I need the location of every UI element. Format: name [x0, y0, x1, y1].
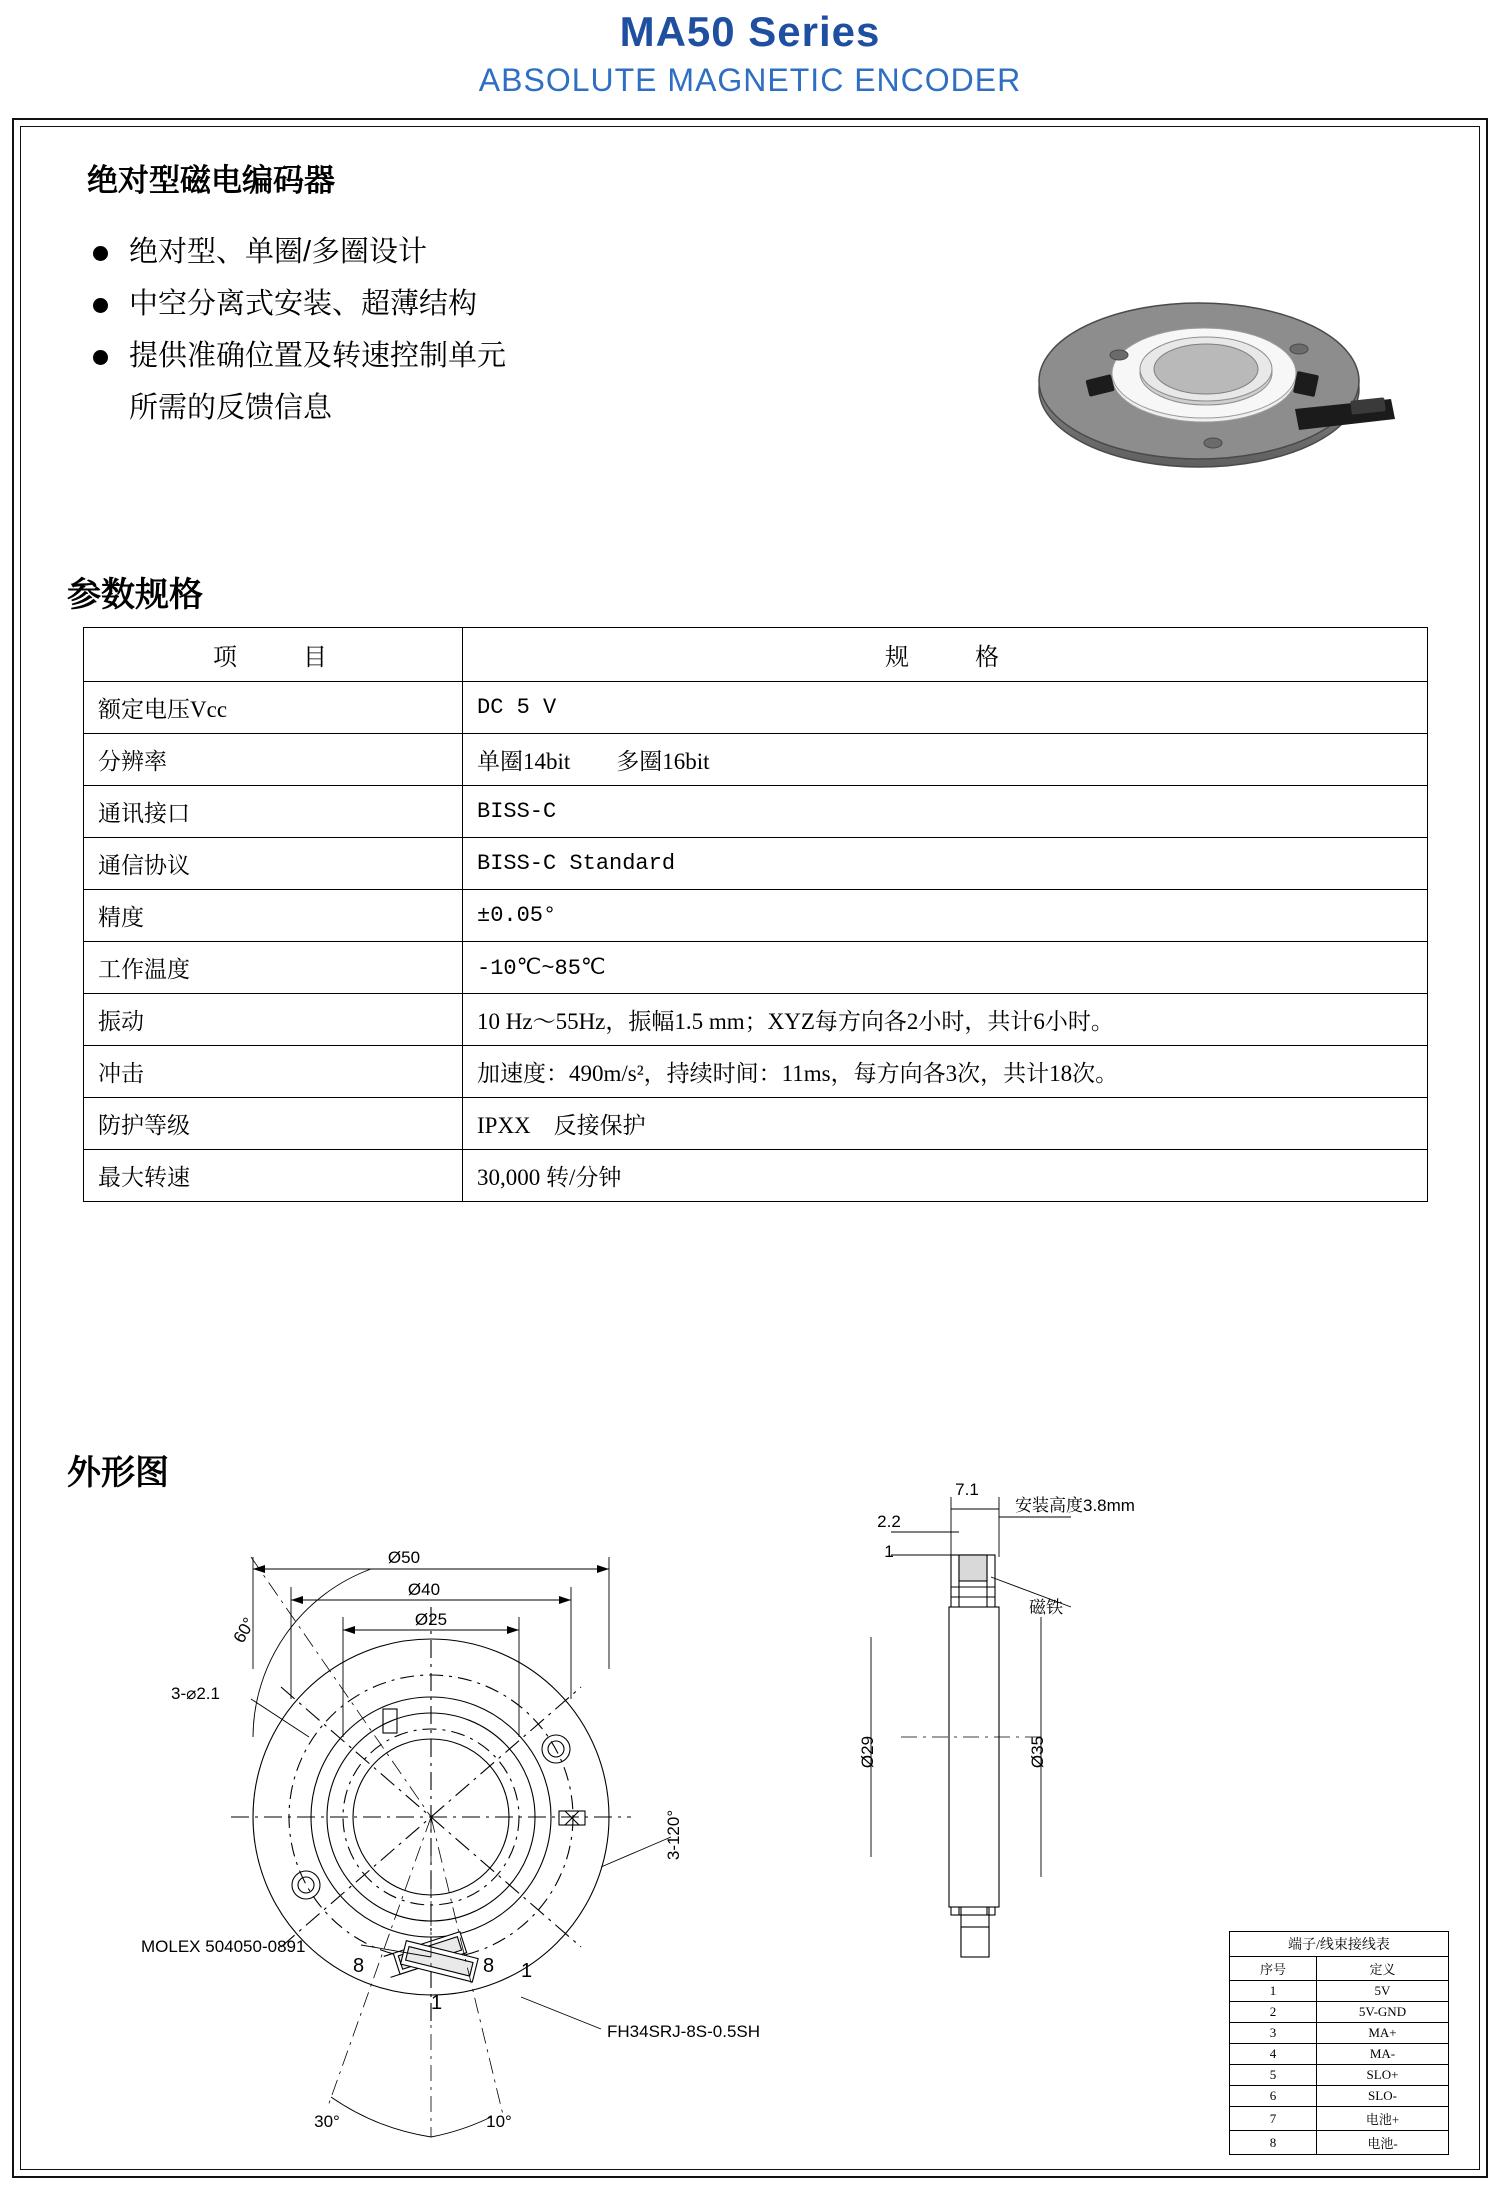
spec-value: 10 Hz～55Hz，振幅1.5 mm；XYZ每方向各2小时，共计6小时。	[463, 994, 1428, 1046]
dim-d40: Ø40	[407, 1580, 441, 1599]
table-header-row	[1230, 1957, 1449, 1981]
pin-no: 5	[1230, 2065, 1317, 2086]
pin-def: SLO+	[1317, 2065, 1449, 2086]
dim-holes: 3-⌀2.1	[171, 1684, 220, 1703]
pin-no: 6	[1230, 2086, 1317, 2107]
spec-item: 工作温度	[84, 942, 463, 994]
pin-def: MA-	[1317, 2044, 1449, 2065]
content-inner	[20, 126, 1480, 2170]
spec-value: BISS-C	[463, 786, 1428, 838]
pin-mark-1b: 1	[431, 1992, 443, 2014]
table-row	[84, 682, 1428, 734]
spec-item: 冲击	[84, 1046, 463, 1098]
spec-item: 额定电压Vcc	[84, 682, 463, 734]
table-row	[1230, 2086, 1449, 2107]
spec-item: 防护等级	[84, 1098, 463, 1150]
spec-value: -10℃~85℃	[463, 942, 1428, 994]
product-image	[999, 277, 1419, 497]
label-magnet: 磁铁	[1029, 1598, 1063, 1617]
label-molex: MOLEX 504050-0891	[141, 1937, 306, 1956]
pin-def: SLO-	[1317, 2086, 1449, 2107]
column-header-item: 项 目	[84, 628, 463, 682]
label-mount-height: 安装高度3.8mm	[1015, 1496, 1135, 1515]
spec-value: 单圈14bit 多圈16bit	[463, 734, 1428, 786]
pin-no: 3	[1230, 2023, 1317, 2044]
pin-mark-8b: 8	[483, 1955, 495, 1977]
table-row	[1230, 2044, 1449, 2065]
spec-table	[83, 627, 1428, 1202]
spec-item: 分辨率	[84, 734, 463, 786]
pin-no: 1	[1230, 1981, 1317, 2002]
list-item: 所需的反馈信息	[129, 392, 333, 424]
spec-value: 加速度：490m/s²，持续时间：11ms，每方向各3次，共计18次。	[463, 1046, 1428, 1098]
table-row	[1230, 2023, 1449, 2044]
feature-list	[87, 226, 847, 434]
dim-d29: Ø29	[858, 1735, 877, 1769]
spec-item: 精度	[84, 890, 463, 942]
table-row	[84, 1098, 1428, 1150]
list-item: 绝对型、单圈/多圈设计	[87, 226, 847, 278]
column-header-value: 规 格	[463, 628, 1428, 682]
pin-def: 5V	[1317, 1981, 1449, 2002]
label-fh34: FH34SRJ-8S-0.5SH	[607, 2022, 761, 2041]
spec-item: 通讯接口	[84, 786, 463, 838]
list-item: 提供准确位置及转速控制单元	[87, 330, 847, 382]
pin-no: 7	[1230, 2107, 1317, 2131]
pin-no: 2	[1230, 2002, 1317, 2023]
table-row	[84, 994, 1428, 1046]
pin-mark-1a: 1	[521, 1960, 533, 1982]
spec-item: 最大转速	[84, 1150, 463, 1202]
spec-item: 通信协议	[84, 838, 463, 890]
table-row	[1230, 1981, 1449, 2002]
dim-3-120: 3-120°	[664, 1809, 683, 1861]
table-row	[1230, 2065, 1449, 2086]
pin-table-title: 端子/线束接线表	[1230, 1932, 1449, 1957]
column-header-def: 定义	[1317, 1957, 1449, 1981]
page-header	[0, 0, 1500, 110]
spec-value: BISS-C Standard	[463, 838, 1428, 890]
table-header-row	[1230, 1932, 1449, 1957]
table-row	[84, 1150, 1428, 1202]
table-row	[84, 786, 1428, 838]
pin-def: 电池-	[1317, 2131, 1449, 2155]
dim-d35: Ø35	[1028, 1735, 1047, 1769]
pin-def: 5V-GND	[1317, 2002, 1449, 2023]
spec-heading: 参数规格	[67, 576, 203, 614]
page-title: MA50 Series	[619, 8, 881, 55]
dim-7-1: 7.1	[955, 1480, 979, 1499]
pin-no: 8	[1230, 2131, 1317, 2155]
dim-angle-10: 10°	[486, 2112, 512, 2131]
pin-mark-8a: 8	[353, 1955, 365, 1977]
table-header-row	[84, 628, 1428, 682]
intro-heading: 绝对型磁电编码器	[87, 163, 335, 198]
spec-item: 振动	[84, 994, 463, 1046]
pin-def: MA+	[1317, 2023, 1449, 2044]
spec-value: 30,000 转/分钟	[463, 1150, 1428, 1202]
dimension-drawing	[131, 1437, 1411, 2170]
outline-heading: 外形图	[67, 1454, 169, 1492]
outline-drawing	[131, 1437, 1411, 2170]
table-row	[84, 734, 1428, 786]
pin-def: 电池+	[1317, 2107, 1449, 2131]
list-item: 中空分离式安装、超薄结构	[87, 278, 847, 330]
table-row	[84, 838, 1428, 890]
dim-2-2: 2.2	[877, 1512, 901, 1531]
pin-assignment-table	[1229, 1931, 1449, 2155]
column-header-no: 序号	[1230, 1957, 1317, 1981]
table-row	[1230, 2002, 1449, 2023]
intro-block	[87, 155, 847, 434]
page-subtitle: ABSOLUTE MAGNETIC ENCODER	[478, 62, 1022, 98]
spec-value: IPXX 反接保护	[463, 1098, 1428, 1150]
dim-angle-30: 30°	[314, 2112, 340, 2131]
dim-angle-60: 60°	[229, 1614, 259, 1647]
dim-d50: Ø50	[387, 1548, 421, 1567]
content-frame	[12, 118, 1488, 2178]
table-row	[84, 942, 1428, 994]
encoder-illustration	[999, 277, 1419, 497]
table-row	[1230, 2131, 1449, 2155]
table-row	[84, 1046, 1428, 1098]
table-row	[84, 890, 1428, 942]
spec-value: ±0.05°	[463, 890, 1428, 942]
dim-d25: Ø25	[414, 1610, 448, 1629]
pin-no: 4	[1230, 2044, 1317, 2065]
spec-value: DC 5 V	[463, 682, 1428, 734]
table-row	[1230, 2107, 1449, 2131]
dim-1: 1	[884, 1542, 894, 1561]
